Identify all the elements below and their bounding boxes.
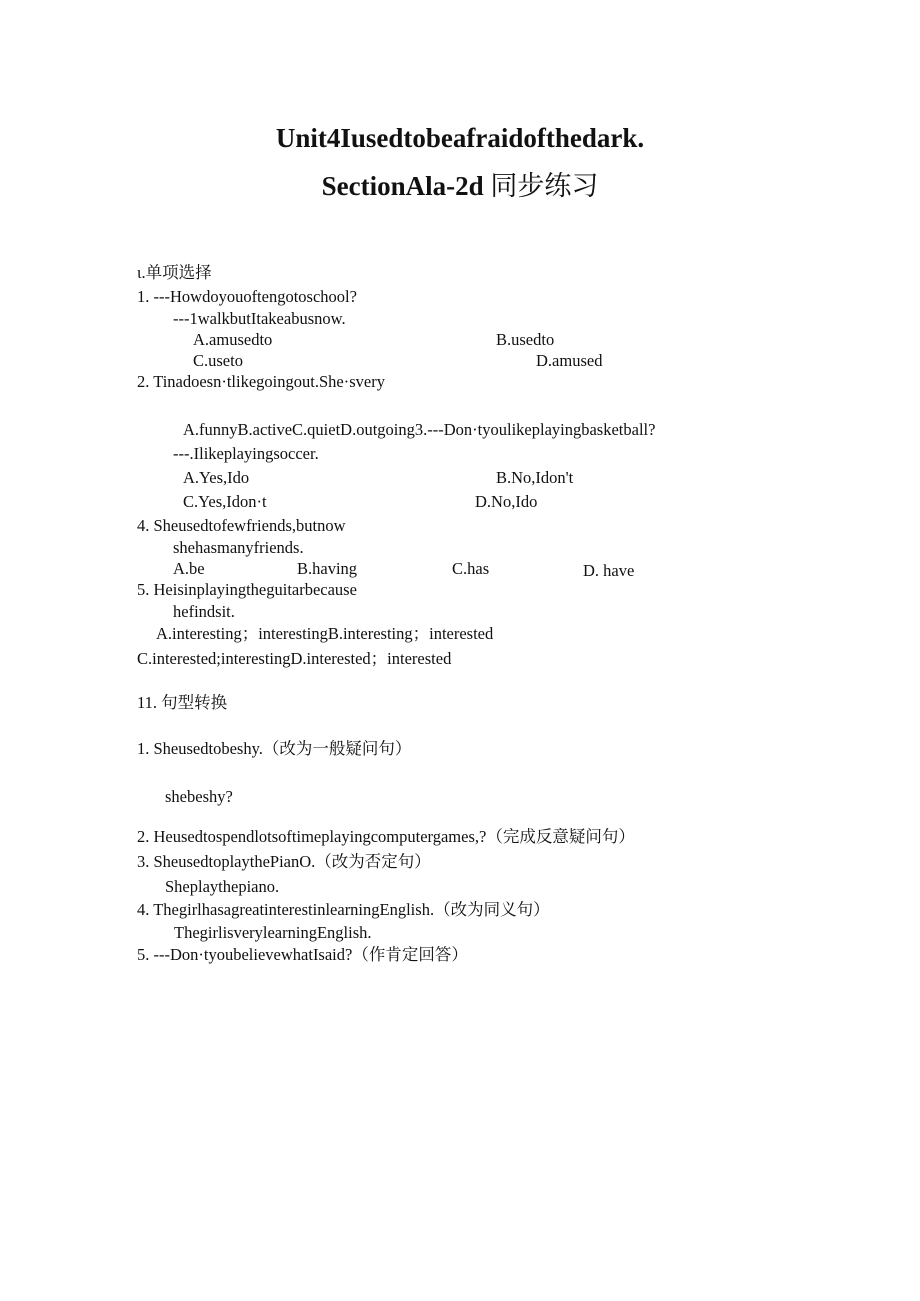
s2-item-5: 5. ---Don·tyoubelievewhatIsaid?（作肯定回答）: [137, 945, 468, 964]
q1-stem: 1. ---Howdoyouoftengotoschool?: [137, 287, 357, 306]
q2-options-q3-stem: A.funnyB.activeC.quietD.outgoing3.---Don·tyoulikeplayingbasketball?: [183, 420, 656, 439]
q4-option-b: B.having: [297, 559, 358, 578]
page-subtitle: [0, 169, 920, 204]
q4-stem: 4. Sheusedtofewfriends,butnow: [137, 516, 346, 535]
q5-stem: 5. Heisinplayingtheguitarbecause: [137, 580, 357, 599]
q4-option-c: C.has: [452, 559, 490, 578]
q1-option-b: B.usedto: [496, 330, 555, 349]
s2-item-1: 1. Sheusedtobeshy.（改为一般疑问句）: [137, 739, 412, 758]
q1-option-a: A.amusedto: [193, 330, 273, 349]
subtitle-cjk: 同步练习: [490, 171, 599, 202]
q1-option-d: D.amused: [536, 351, 603, 370]
section1-heading: ι.单项选择: [137, 263, 212, 282]
q5-options-line1: A.interesting；interestingB.interesting；interested: [156, 624, 494, 643]
s2-item-3: 3. SheusedtoplaythePianO.（改为否定句）: [137, 852, 431, 871]
section2-heading: 11. 句型转换: [137, 693, 228, 712]
q4-option-a: A.be: [173, 559, 205, 578]
q1-option-c: C.useto: [193, 351, 243, 370]
q3-option-d: D.No,Ido: [475, 492, 538, 511]
q3-option-b: B.No,Idon't: [496, 468, 574, 487]
s2-item-1-answer: shebeshy?: [165, 787, 233, 806]
s2-item-3-answer: Sheplaythepiano.: [165, 877, 280, 896]
q3-option-c: C.Yes,Idon·t: [183, 492, 267, 511]
s2-item-2: 2. Heusedtospendlotsoftimeplayingcomputergames,?（完成反意疑问句）: [137, 827, 635, 846]
q1-answer-line: ---1walkbutItakeabusnow.: [173, 309, 346, 328]
q5-stem-continued: hefindsit.: [173, 602, 235, 621]
s2-item-4: 4. ThegirlhasagreatinterestinlearningEnglish.（改为同义句）: [137, 900, 550, 919]
q2-stem: 2. Tinadoesn·tlikegoingout.She·svery: [137, 372, 385, 391]
s2-item-4-answer: ThegirlisverylearningEnglish.: [174, 923, 372, 942]
q3-option-a: A.Yes,Ido: [183, 468, 250, 487]
q4-stem-continued: shehasmanyfriends.: [173, 538, 304, 557]
q5-options-line2: C.interested;interestingD.interested；interested: [137, 649, 452, 668]
subtitle-section: SectionAla-2d: [321, 171, 484, 201]
page-title: Unit4Iusedtobeafraidofthedark.: [275, 123, 645, 153]
q3-answer-line: ---.Ilikeplayingsoccer.: [173, 444, 319, 463]
q4-option-d: D. have: [583, 561, 635, 580]
